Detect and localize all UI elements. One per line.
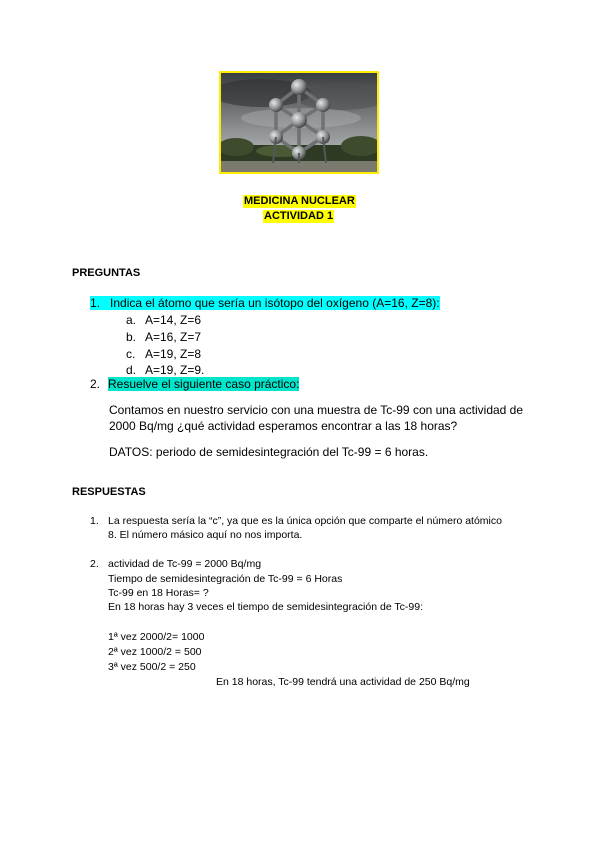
question-2: [90, 377, 299, 391]
answer-2-line2: Tiempo de semidesintegración de Tc-99 = 6 Horas: [108, 573, 343, 585]
respuestas-heading: RESPUESTAS: [72, 486, 146, 498]
option-b-letter: b.: [126, 330, 137, 344]
question-1: [90, 296, 440, 310]
answer-1-line1: [90, 515, 502, 527]
answer-2-step-1: 1ª vez 2000/2= 1000: [108, 631, 205, 643]
header-photo: [219, 71, 379, 174]
option-d-letter: d.: [126, 363, 137, 377]
document-title-line2: ACTIVIDAD 1: [264, 210, 334, 222]
question-2-datos: DATOS: periodo de semidesintegración del Tc-99 = 6 horas.: [109, 445, 429, 459]
question-2-paragraph-line1: Contamos en nuestro servicio con una muestra de Tc-99 con una actividad de: [109, 403, 524, 417]
answer-1-text: La respuesta sería la “c”, ya que es la única opción que comparte el número atómico: [108, 515, 502, 527]
question-1-number: 1.: [90, 296, 101, 310]
answer-1-number: 1.: [90, 515, 99, 527]
answer-2-step-3: 3ª vez 500/2 = 250: [108, 661, 196, 673]
option-c-text: A=19, Z=8: [145, 347, 202, 361]
answer-2-text: actividad de Tc-99 = 2000 Bq/mg: [108, 558, 262, 570]
answer-2-line1: [90, 558, 261, 570]
question-2-number: 2.: [90, 377, 101, 391]
document-title-line1: MEDICINA NUCLEAR: [244, 195, 355, 207]
answer-1-line2: 8. El número másico aquí no nos importa.: [108, 529, 303, 541]
answer-2-number: 2.: [90, 558, 99, 570]
atomium-illustration: [221, 73, 377, 172]
option-d: [126, 363, 204, 377]
preguntas-heading: PREGUNTAS: [72, 267, 141, 279]
option-c: [126, 347, 201, 361]
option-b: [126, 330, 201, 344]
answer-2-line4: En 18 horas hay 3 veces el tiempo de semidesintegración de Tc-99:: [108, 601, 423, 613]
option-a: [126, 313, 201, 327]
answer-2-line3: Tc-99 en 18 Horas= ?: [108, 587, 209, 599]
option-d-text: A=19, Z=9.: [145, 363, 205, 377]
question-1-text: Indica el átomo que sería un isótopo del oxígeno (A=16, Z=8):: [110, 296, 440, 310]
option-c-letter: c.: [126, 347, 136, 361]
question-2-paragraph-line2: 2000 Bq/mg ¿qué actividad esperamos encontrar a las 18 horas?: [109, 419, 458, 433]
answer-2-conclusion: En 18 horas, Tc-99 tendrá una actividad de 250 Bq/mg: [216, 676, 470, 688]
option-a-letter: a.: [126, 313, 137, 327]
option-b-text: A=16, Z=7: [145, 330, 202, 344]
option-a-text: A=14, Z=6: [145, 313, 202, 327]
question-2-text: Resuelve el siguiente caso práctico:: [108, 377, 300, 391]
answer-2-step-2: 2ª vez 1000/2 = 500: [108, 646, 202, 658]
